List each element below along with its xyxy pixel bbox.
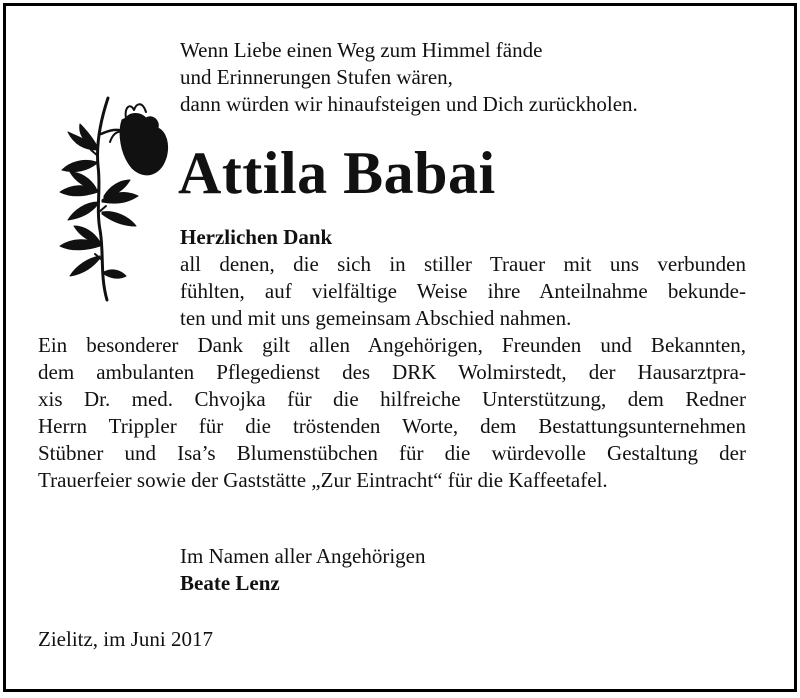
paragraph-line: Ein besonderer Dank gilt allen Angehörigen, Freunden und Bekannten,: [38, 333, 746, 357]
poem-line: dann würden wir hinaufsteigen und Dich zurückholen.: [180, 92, 638, 116]
signer-name: Beate Lenz: [180, 571, 280, 595]
obituary-notice: [3, 3, 797, 692]
signoff: [180, 543, 426, 597]
paragraph-line: Trauerfeier sowie der Gaststätte „Zur Eintracht“ für die Kaffeetafel.: [38, 468, 608, 492]
poem: [180, 37, 638, 118]
paragraph-line: ten und mit uns gemeinsam Abschied nahmen.: [180, 306, 572, 330]
thanks-heading: Herzlichen Dank: [180, 225, 333, 249]
paragraph-line: dem ambulanten Pflegedienst des DRK Wolmirstedt, der Hausarztpra-: [38, 360, 746, 384]
rose-icon: [40, 92, 170, 308]
poem-line: und Erinnerungen Stufen wären,: [180, 65, 453, 89]
paragraph-line: all denen, die sich in stiller Trauer mit uns verbunden: [180, 252, 746, 276]
place-and-date: Zielitz, im Juni 2017: [38, 627, 213, 651]
poem-line: Wenn Liebe einen Weg zum Himmel fände: [180, 38, 543, 62]
deceased-name: Attila Babai: [178, 140, 496, 206]
paragraph-line: Herrn Trippler für die tröstenden Worte, dem Bestattungsunternehmen: [38, 414, 746, 438]
paragraph-line: xis Dr. med. Chvojka für die hilfreiche Unterstützung, dem Redner: [38, 387, 746, 411]
thanks-paragraph: [180, 251, 746, 332]
paragraph-line: fühlten, auf vielfältige Weise ihre Anteilnahme bekunde-: [180, 279, 746, 303]
signoff-intro: Im Namen aller Angehörigen: [180, 544, 426, 568]
special-thanks-paragraph: [38, 332, 746, 494]
paragraph-line: Stübner und Isa’s Blumenstübchen für die würdevolle Gestaltung der: [38, 441, 746, 465]
